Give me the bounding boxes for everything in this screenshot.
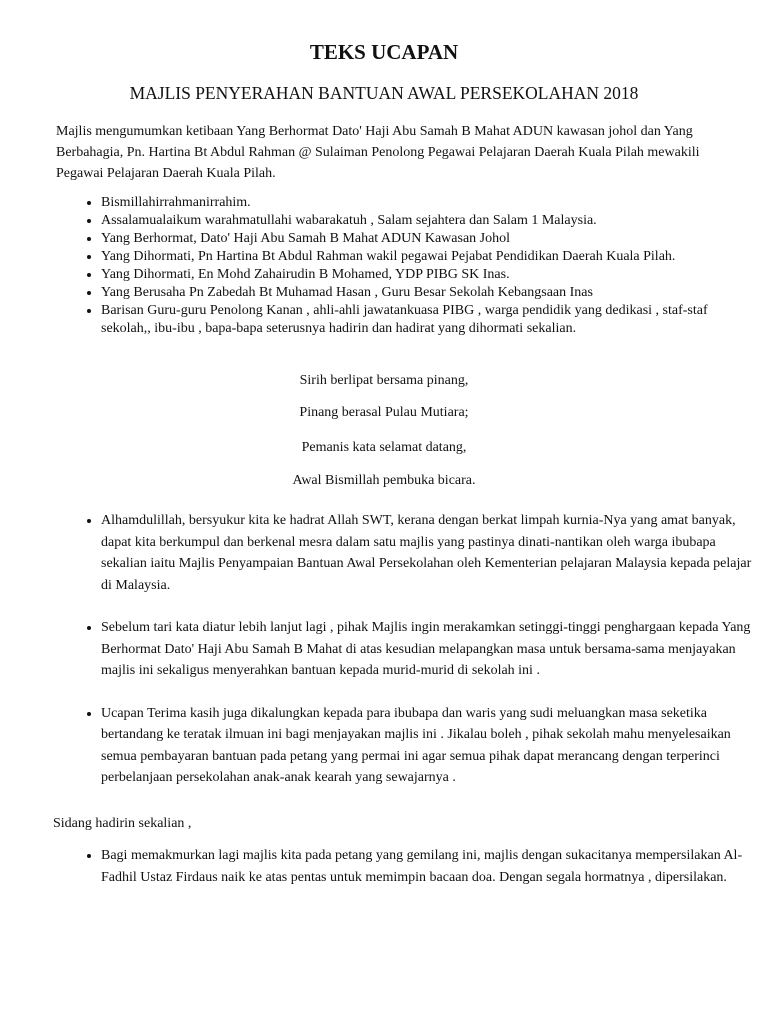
- greeting-item: • Yang Berhormat, Dato' Haji Abu Samah B Mahat ADUN Kawasan Johol: [101, 230, 751, 248]
- pantun-line: Sirih berlipat bersama pinang,: [299, 373, 469, 388]
- greeting-item: • Yang Dihormati, Pn Hartina Bt Abdul Rahman wakil pegawai Pejabat Pendidikan Daerah Kuala Pilah.: [101, 248, 751, 266]
- greeting-item: • Yang Dihormati, En Mohd Zahairudin B Mohamed, YDP PIBG SK Inas.: [101, 266, 751, 284]
- document-title: TEKS UCAPAN: [309, 40, 459, 64]
- closing-paragraph: • Bagi memakmurkan lagi majlis kita pada petang yang gemilang ini, majlis dengan sukacitanya mempersilakan Al-Fadhil Ustaz Firdaus naik ke atas pentas untuk memimpin bacaan doa. Dengan segala hormatnya , dipersilakan.: [101, 845, 761, 888]
- sidang-line: Sidang hadirin sekalian ,: [53, 816, 192, 831]
- pantun-line: Pinang berasal Pulau Mutiara;: [299, 405, 469, 420]
- speech-paragraph: • Sebelum tari kata diatur lebih lanjut lagi , pihak Majlis ingin merakamkan setinggi-tinggi penghargaan kepada Yang Berhormat Dato' Haji Abu Samah B Mahat di atas kesudian melapangkan masa untuk bersama-sama menjayakan majlis ini sekaligus menyerahkan bantuan kepada murid-murid di sekolah ini .: [101, 617, 761, 682]
- greeting-item: • Assalamualaikum warahmatullahi wabarakatuh , Salam sejahtera dan Salam 1 Malaysia.: [101, 212, 751, 230]
- greeting-item: • Barisan Guru-guru Penolong Kanan , ahli-ahli jawatankuasa PIBG , warga pendidik yang dedikasi , staf-staf sekolah,, ibu-ibu , bapa-bapa seterusnya hadirin dan hadirat yang dihormati sekalian.: [101, 302, 751, 338]
- greeting-item: • Yang Berusaha Pn Zabedah Bt Muhamad Hasan , Guru Besar Sekolah Kebangsaan Inas: [101, 284, 751, 302]
- closing-list: [56, 845, 761, 888]
- intro-paragraph: Majlis mengumumkan ketibaan Yang Berhormat Dato' Haji Abu Samah B Mahat ADUN kawasan johol dan Yang Berbahagia, Pn. Hartina Bt Abdul Rahman @ Sulaiman Penolong Pegawai Pelajaran Daerah Kuala Pilah mewakili Pegawai Pelajaran Daerah Kuala Pilah.: [56, 124, 700, 181]
- pantun-line: Pemanis kata selamat datang,: [301, 440, 467, 455]
- pantun-line: Awal Bismillah pembuka bicara.: [292, 473, 476, 488]
- greetings-list: [56, 194, 751, 338]
- speech-paragraph: • Ucapan Terima kasih juga dikalungkan kepada para ibubapa dan waris yang sudi meluangkan masa seketika bertandang ke teratak ilmuan ini bagi menjayakan majlis ini . Jikalau boleh , pihak sekolah mahu menyelesaikan semua pembayaran bantuan pada petang yang permai ini agar semua pihak dapat merancang dengan terperinci perbelanjaan persekolahan anak-anak kearah yang sewajarnya .: [101, 703, 761, 789]
- speech-paragraph: • Alhamdulillah, bersyukur kita ke hadrat Allah SWT, kerana dengan berkat limpah kurnia-Nya yang amat banyak, dapat kita berkumpul dan berkenal mesra dalam satu majlis yang pastinya dinati-nantikan oleh warga ibubapa sekalian iaitu Majlis Penyampaian Bantuan Awal Persekolahan oleh Kementerian pelajaran Malaysia kepada pelajar di Malaysia.: [101, 510, 761, 596]
- greeting-item: • Bismillahirrahmanirrahim.: [101, 194, 751, 212]
- document-subtitle: MAJLIS PENYERAHAN BANTUAN AWAL PERSEKOLAHAN 2018: [129, 83, 639, 103]
- speech-paragraphs: [56, 510, 761, 810]
